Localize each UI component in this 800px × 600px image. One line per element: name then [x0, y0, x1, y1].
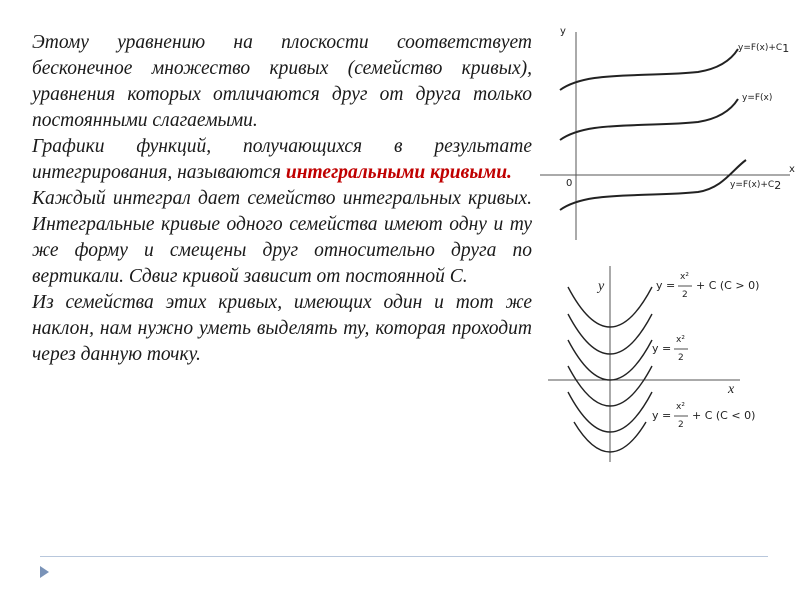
- svg-text:x²: x²: [676, 402, 685, 412]
- equation-label-negative-c: [652, 402, 755, 430]
- equation-label-base: [652, 335, 688, 363]
- curve-c1-label: y=F(x)+C1: [738, 42, 790, 55]
- slide-marker-icon: [40, 566, 49, 578]
- svg-text:+ C (C < 0): + C (C < 0): [692, 409, 756, 422]
- paragraph-4: Из семейства этих кривых, имеющих один и тот же наклон, нам нужно уметь выделять ту, которая проходит через данную точку.: [32, 292, 532, 365]
- curve-c2-label: y=F(x)+C2: [730, 179, 782, 192]
- svg-text:x²: x²: [676, 335, 685, 345]
- y-axis-label: y: [560, 26, 566, 37]
- family-curves-figure: [538, 22, 800, 244]
- svg-text:y =: y =: [656, 279, 676, 292]
- svg-text:2: 2: [678, 353, 684, 363]
- curve-c2: [560, 160, 746, 210]
- curve-c1: [560, 49, 738, 90]
- footer-divider: [40, 556, 768, 557]
- svg-text:+ C (C > 0): + C (C > 0): [696, 279, 760, 292]
- parabola-family-figure: [540, 262, 800, 472]
- x-axis-label: x: [789, 164, 795, 175]
- svg-text:2: 2: [678, 420, 684, 430]
- svg-text:x²: x²: [680, 272, 689, 282]
- equation-label-positive-c: [656, 272, 759, 300]
- origin-label: 0: [566, 178, 573, 189]
- svg-text:y =: y =: [652, 409, 672, 422]
- curve-base-label: y=F(x): [742, 93, 773, 103]
- paragraph-2-text: Графики функций, получающихся в результате интегрирования, называются: [32, 136, 532, 183]
- paragraph-3: Каждый интеграл дает семейство интегральных кривых. Интегральные кривые одного семейства имеют одну и ту же форму и смещены друг относительно друга по вертикали. Сдвиг кривой зависит от постоянной С.: [32, 188, 532, 287]
- curve-base: [560, 99, 738, 140]
- integral-curves-term: интегральными кривыми.: [285, 162, 512, 183]
- x-axis-label: x: [728, 382, 735, 397]
- paragraph-2: [32, 134, 532, 186]
- svg-text:y =: y =: [652, 342, 672, 355]
- svg-text:2: 2: [682, 290, 688, 300]
- y-axis-label: y: [598, 279, 605, 294]
- paragraph-1: Этому уравнению на плоскости соответствует бесконечное множество кривых (семейство кривых), уравнения которых отличаются друг от друга только постоянными слагаемыми.: [32, 32, 532, 131]
- main-text: [32, 30, 532, 368]
